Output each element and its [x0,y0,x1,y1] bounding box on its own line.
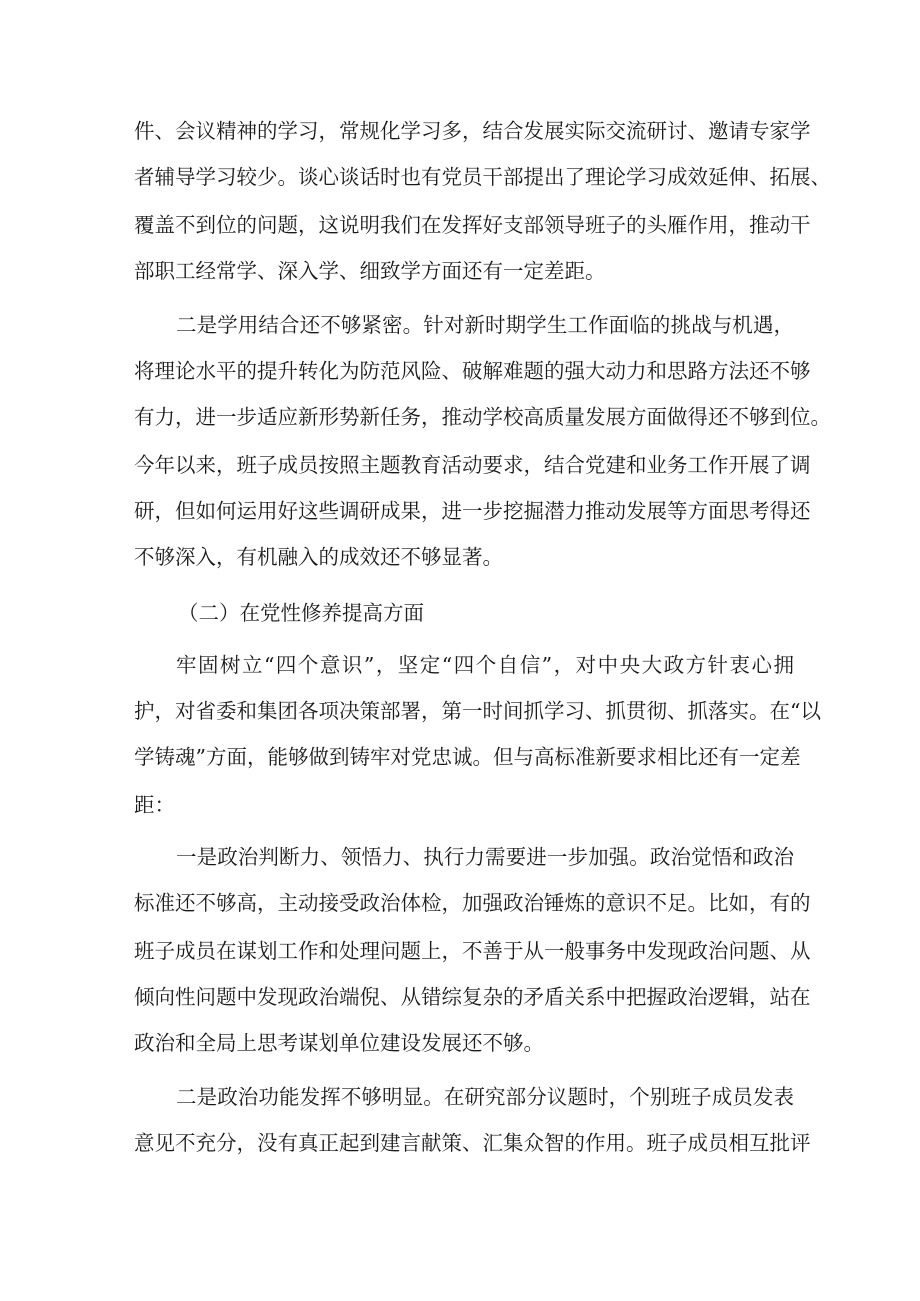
paragraph-5-line-1: 二是政治功能发挥不够明显。在研究部分议题时，个别班子成员发表 [176,1085,794,1109]
paragraph-2-line-6: 不够深入，有机融入的成效还不够显著。 [134,545,503,569]
paragraph-3-line-2: 护，对省委和集团各项决策部署，第一时间抓学习、抓贯彻、抓落实。在“以 [134,699,821,723]
paragraph-5-line-2: 意见不充分，没有真正起到建言献策、汇集众智的作用。班子成员相互批评 [134,1131,811,1155]
paragraph-4-line-5: 政治和全局上思考谋划单位建设发展还不够。 [134,1031,544,1055]
paragraph-4-line-3: 班子成员在谋划工作和处理问题上，不善于从一般事务中发现政治问题、从 [134,939,811,963]
paragraph-3-line-1: 牢固树立“四个意识”，坚定“四个自信”，对中央大政方针衷心拥 [176,653,794,677]
paragraph-1-line-2: 者辅导学习较少。谈心谈话时也有党员干部提出了理论学习成效延伸、拓展、 [134,165,831,189]
paragraph-2-line-4: 今年以来，班子成员按照主题教育活动要求，结合党建和业务工作开展了调 [134,453,811,477]
paragraph-4-line-1: 一是政治判断力、领悟力、执行力需要进一步加强。政治觉悟和政治 [176,845,794,869]
paragraph-2-line-1: 二是学用结合还不够紧密。针对新时期学生工作面临的挑战与机遇， [176,313,794,337]
paragraph-4-line-2: 标准还不够高，主动接受政治体检，加强政治锤炼的意识不足。比如，有的 [134,891,811,915]
paragraph-3-line-3: 学铸魂”方面，能够做到铸牢对党忠诚。但与高标准新要求相比还有一定差 [134,745,801,769]
paragraph-2-line-2: 将理论水平的提升转化为防范风险、破解难题的强大动力和思路方法还不够 [134,359,811,383]
paragraph-4-line-4: 倾向性问题中发现政治端倪、从错综复杂的矛盾关系中把握政治逻辑，站在 [134,985,811,1009]
paragraph-1-line-4: 部职工经常学、深入学、细致学方面还有一定差距。 [134,259,606,283]
paragraph-3-line-4: 距： [134,793,175,817]
section-heading: （二）在党性修养提高方面 [178,601,424,625]
paragraph-1-line-3: 覆盖不到位的问题，这说明我们在发挥好支部领导班子的头雁作用，推动干 [134,213,811,237]
paragraph-2-line-3: 有力，进一步适应新形势新任务，推动学校高质量发展方面做得还不够到位。 [134,405,831,429]
paragraph-1-line-1: 件、会议精神的学习，常规化学习多，结合发展实际交流研讨、邀请专家学 [134,119,811,143]
paragraph-2-line-5: 研，但如何运用好这些调研成果，进一步挖掘潜力推动发展等方面思考得还 [134,499,811,523]
